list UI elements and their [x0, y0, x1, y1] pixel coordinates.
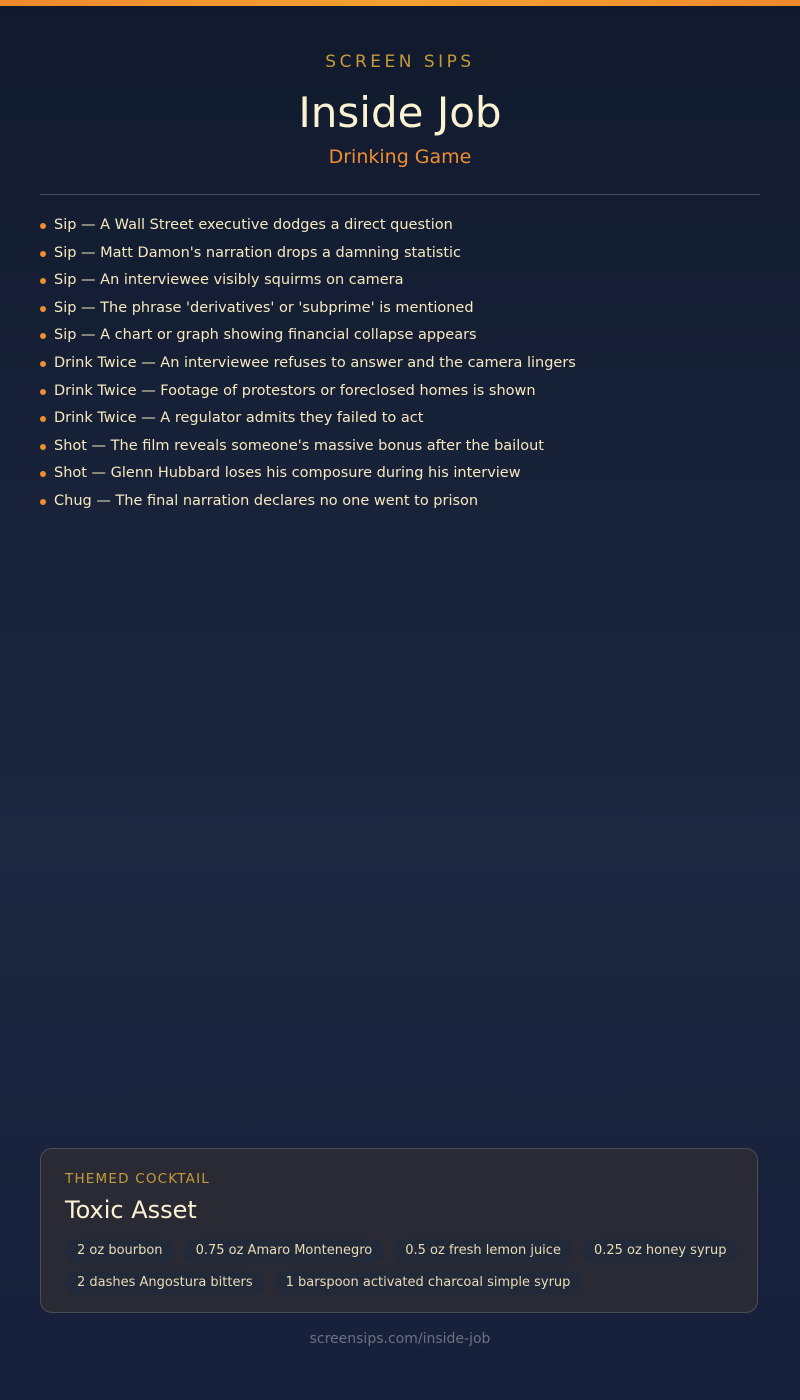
rule-text: Shot — The film reveals someone's massive bonus after the bailout — [54, 437, 544, 454]
bullet-dot-icon — [40, 416, 46, 422]
rule-item — [40, 460, 760, 488]
rule-text: Sip — An interviewee visibly squirms on camera — [54, 272, 404, 289]
bullet-dot-icon — [40, 223, 46, 229]
ingredient-chip: 2 oz bourbon — [65, 1239, 175, 1263]
bullet-dot-icon — [40, 499, 46, 505]
rule-item — [40, 212, 760, 240]
bullet-dot-icon — [40, 278, 46, 284]
header-divider — [40, 194, 760, 195]
ingredient-chip: 0.25 oz honey syrup — [582, 1239, 739, 1263]
cocktail-name: Toxic Asset — [65, 1196, 197, 1224]
rule-text: Shot — Glenn Hubbard loses his composure during his interview — [54, 465, 521, 482]
rule-item — [40, 433, 760, 461]
top-accent-bar — [0, 0, 800, 6]
rule-text: Sip — Matt Damon's narration drops a damning statistic — [54, 244, 462, 261]
rule-item — [40, 267, 760, 295]
rule-text: Drink Twice — A regulator admits they failed to act — [54, 410, 424, 427]
ingredient-chip: 1 barspoon activated charcoal simple syrup — [274, 1271, 583, 1295]
brand-label: SCREEN SIPS — [325, 52, 475, 72]
rule-text: Chug — The final narration declares no one went to prison — [54, 492, 479, 509]
page-subtitle: Drinking Game — [328, 146, 472, 168]
page-title: Inside Job — [298, 88, 502, 137]
rule-text: Drink Twice — Footage of protestors or foreclosed homes is shown — [54, 382, 536, 399]
rule-item — [40, 405, 760, 433]
rule-text: Sip — A Wall Street executive dodges a direct question — [54, 217, 453, 233]
bullet-dot-icon — [40, 389, 46, 395]
cocktail-card-label: THEMED COCKTAIL — [65, 1171, 211, 1187]
bullet-dot-icon — [40, 361, 46, 367]
rule-item — [40, 350, 760, 378]
ingredient-chip: 0.5 oz fresh lemon juice — [393, 1239, 573, 1263]
rules-list — [40, 212, 760, 516]
bullet-dot-icon — [40, 251, 46, 257]
ingredient-chip: 2 dashes Angostura bitters — [65, 1271, 265, 1295]
rule-item — [40, 378, 760, 406]
rule-text: Sip — The phrase 'derivatives' or 'subprime' is mentioned — [54, 299, 474, 316]
cocktail-card — [40, 1148, 758, 1313]
rule-item — [40, 295, 760, 323]
footer-url: screensips.com/inside-job — [309, 1331, 491, 1347]
bullet-dot-icon — [40, 333, 46, 339]
bullet-dot-icon — [40, 471, 46, 477]
rule-text: Drink Twice — An interviewee refuses to answer and the camera lingers — [54, 354, 576, 371]
rule-item — [40, 488, 760, 516]
bullet-dot-icon — [40, 306, 46, 312]
rule-text: Sip — A chart or graph showing financial collapse appears — [54, 327, 477, 344]
rule-item — [40, 322, 760, 350]
bullet-dot-icon — [40, 444, 46, 450]
ingredient-chip: 0.75 oz Amaro Montenegro — [184, 1239, 385, 1263]
ingredient-list — [65, 1239, 745, 1295]
rule-item — [40, 240, 760, 268]
